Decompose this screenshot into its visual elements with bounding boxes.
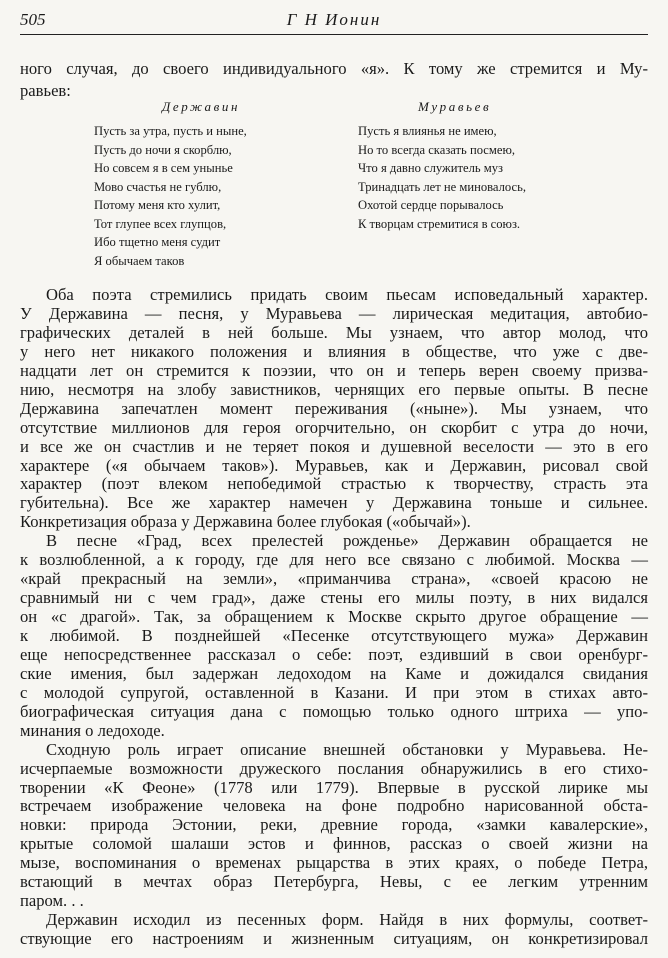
text-line: и все же он счастлив и не теряет покоя и душевной веселости — это в его	[20, 436, 648, 456]
text-line: биографическая ситуация дана с помощью только одного штриха — упо-	[20, 701, 648, 721]
paragraph-first-line: В песне «Град, всех прелестей рожденье» Державин обращается не	[46, 531, 648, 551]
text-line: минания о ледоходе.	[20, 720, 165, 740]
paragraph-first-line: Сходную роль играет описание внешней обстановки у Муравьева. Не-	[46, 739, 648, 759]
page-number: 505	[20, 10, 46, 29]
poem-line: Пусть до ночи я скорблю,	[94, 142, 232, 157]
text-line: сравнимый ни с чем град», даже стены его милы поэту, в них видался	[20, 588, 648, 608]
poem-line: Что я давно служитель муз	[358, 161, 503, 175]
paragraph-first-line: Державин исходил из песенных форм. Найдя в них формулы, соответ-	[46, 910, 648, 930]
text-line: встающий в мечтах образ Петербурга, Невы, с ее легким утренним	[20, 872, 648, 892]
text-line: надцати лет он стремится к поэзии, что он и теперь верен своему призва-	[20, 360, 648, 380]
poem-line: Ибо тщетно меня судит	[94, 235, 221, 249]
header-rule	[20, 34, 648, 35]
poem-line: Тот глупее всех глупцов,	[94, 216, 227, 231]
text-line: к любимой. В позднейшей «Песенке отсутствующего мужа» Державин	[20, 625, 648, 645]
paragraph-first-line: Оба поэта стремились придать своим пьесам исповедальный характер.	[46, 285, 648, 304]
text-line: ного случая, до своего индивидуального «я». К тому же стремится и Му-	[20, 59, 648, 78]
text-line: характер (поэт влеком непобедимой страстью к творчеству, страсть эта	[20, 474, 648, 494]
poem-line: Мово счастья не гублю,	[94, 179, 222, 194]
poem-line: Охотой сердце порывалось	[358, 198, 504, 212]
text-line: Державина запечатлен момент переживания («ныне»). Мы узнаем, что	[20, 398, 648, 418]
poem-line: Пусть за утра, пусть и ныне,	[94, 124, 247, 138]
text-line: ствующие его настроениям и жизненным ситуациям, он конкретизировал	[20, 929, 648, 948]
text-line: губительна). Все же характер намечен у Державина тоньше и сильнее.	[20, 493, 648, 513]
text-line: у него нет никакого положения и влияния в обществе, что уже с две-	[20, 341, 648, 361]
poem-title-muravyev: Муравьев	[418, 99, 492, 114]
text-line: У Державина — песня, у Муравьева — лирическая медитация, автобио-	[20, 303, 648, 323]
text-line: нию, несмотря на злобу завистников, чернящих его первые опыты. В песне	[20, 379, 648, 399]
poem-line: Но совсем я в сем унынье	[94, 161, 233, 175]
text-line: мызе, воспоминания о временах рыцарства в этих краях, о победе Петра,	[20, 853, 648, 873]
text-line: Конкретизация образа у Державина более глубокая («обычай»).	[20, 512, 471, 532]
text-line: равьев:	[20, 81, 71, 100]
text-line: крытые соломой шалаши эстов и финнов, рассказ о своей жизни на	[20, 834, 648, 854]
text-line: встречаем изображение человека на фоне подробно нарисованной обста-	[20, 796, 648, 816]
text-line: исчерпаемые возможности дружеского послания обнаружились в его стихо-	[20, 758, 648, 778]
running-title: Г Н Ионин	[286, 10, 382, 29]
poem-line: К творцам стремитися в союз.	[358, 216, 521, 231]
text-line: ские имения, был задержан ледоходом на Каме и дожидался свидания	[20, 663, 648, 683]
text-line: отсутствие миллионов для героя огорчительно, он скорбит с утра до ночи,	[20, 417, 648, 437]
poem-line: Потому меня кто хулит,	[94, 198, 221, 212]
text-line: паром. . .	[20, 891, 84, 911]
page-header	[0, 0, 668, 40]
text-line: творении «К Феоне» (1778 или 1779). Впервые в русской лирике мы	[20, 777, 648, 797]
text-line: новки: природа Эстонии, реки, древние города, «замки кавалерские»,	[20, 815, 648, 835]
poem-line: Но то всегда сказать посмею,	[358, 142, 516, 157]
poem-line: Пусть я влиянья не имею,	[358, 124, 497, 138]
poem-line: Я обычаем таков	[94, 253, 185, 268]
poem-line: Тринадцать лет не миновалось,	[358, 179, 526, 194]
text-line: графических деталей в ней больше. Мы узнаем, что автор молод, что	[20, 322, 648, 342]
text-line: к возлюбленной, а к городу, где для него все связано с любимой. Москва —	[20, 550, 648, 570]
text-line: еще непосредственнее рассказал о себе: поэт, ездивший в свои оренбург-	[20, 644, 648, 664]
text-line: с молодой супругой, оставленной в Казани. И при этом в стихах авто-	[20, 682, 648, 702]
poem-title-derzhavin: Державин	[162, 99, 241, 114]
text-line: «край прекрасный на земли», «приманчива страна», «своей красою не	[20, 569, 648, 589]
text-line: характере («я обычаем таков»). Муравьев, как и Державин, рисовал свой	[20, 455, 648, 475]
text-line: он «с драгой». Так, за обращением к Москве скрыто другое обращение —	[20, 607, 648, 626]
